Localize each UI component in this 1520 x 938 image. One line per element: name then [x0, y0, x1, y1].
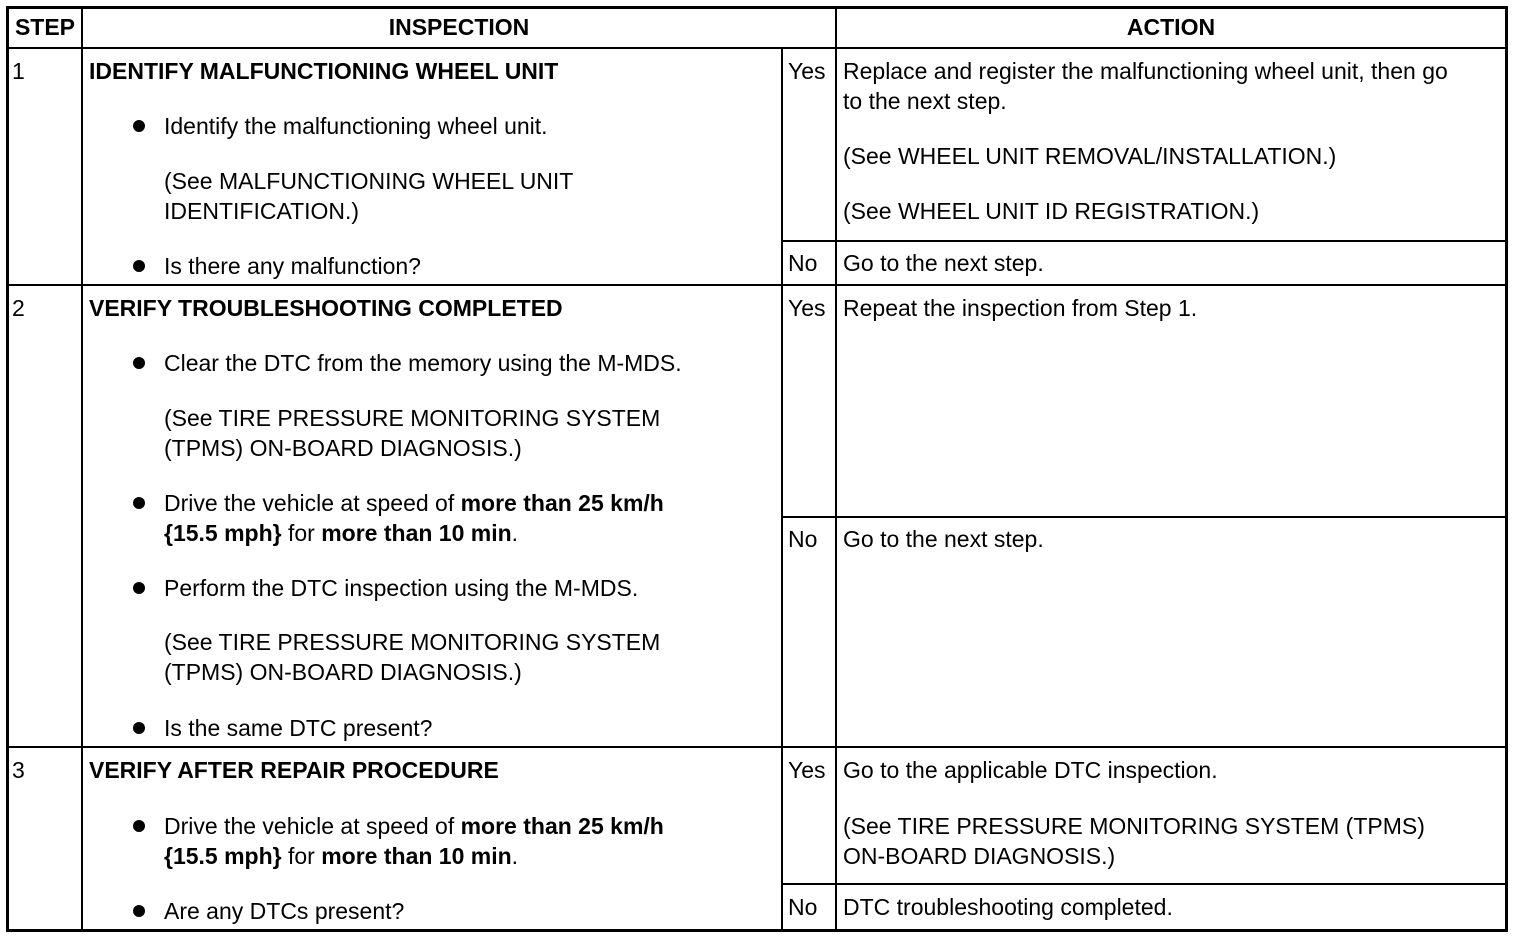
- step-1-yes-label: Yes: [788, 58, 826, 84]
- step-2-bullet-2-line-1: [164, 488, 664, 518]
- step-1-no-label: No: [788, 250, 818, 276]
- step-2-bullet-3: Perform the DTC inspection using the M-MDS.: [164, 575, 639, 601]
- step-1-no-line-1: Go to the next step.: [843, 250, 1044, 276]
- step-2-bullet-2-text-a: Drive the vehicle at speed of: [164, 490, 461, 516]
- step-1-bullet-1-ref-1: (See MALFUNCTIONING WHEEL UNIT: [164, 168, 574, 194]
- step-3-yes-line-1: Go to the applicable DTC inspection.: [843, 757, 1218, 783]
- step-2-bullet-1: Clear the DTC from the memory using the M-MDS.: [164, 350, 682, 376]
- bullet-icon: [133, 905, 145, 917]
- step-3-yes-line-3: ON-BOARD DIAGNOSIS.): [843, 843, 1116, 869]
- step-3-bullet-2: Are any DTCs present?: [164, 898, 405, 924]
- step-2-no-label: No: [788, 526, 818, 552]
- header-divider: [6, 47, 1508, 49]
- step-2-bullet-1-ref-1: (See TIRE PRESSURE MONITORING SYSTEM: [164, 405, 661, 431]
- step-2-bullet-3-ref-2: (TPMS) ON-BOARD DIAGNOSIS.): [164, 659, 522, 685]
- step-1-bullet-2: Is there any malfunction?: [164, 253, 421, 279]
- step-3-no-label: No: [788, 894, 818, 920]
- step-3-number: 3: [12, 757, 25, 783]
- step-1-number: 1: [12, 58, 25, 84]
- bullet-icon: [133, 120, 145, 132]
- header-action: ACTION: [1126, 14, 1216, 40]
- step-3-bullet-1-period: .: [511, 843, 519, 869]
- step-1-yes-line-2: to the next step.: [843, 88, 1007, 114]
- step-2-bullet-2-period: .: [511, 520, 519, 546]
- step-3-no-line-1: DTC troubleshooting completed.: [843, 894, 1173, 920]
- step-2-number: 2: [12, 295, 25, 321]
- header-step: STEP: [14, 14, 76, 40]
- step-1-bullet-1: Identify the malfunctioning wheel unit.: [164, 113, 548, 139]
- step-3-bullet-1-text-a: Drive the vehicle at speed of: [164, 813, 461, 839]
- step-1-bullet-1-ref-2: IDENTIFICATION.): [164, 198, 360, 224]
- step-2-yes-label: Yes: [788, 295, 826, 321]
- step-3-bullet-1-time: more than 10 min: [321, 843, 512, 869]
- bullet-icon: [133, 497, 145, 509]
- bullet-icon: [133, 582, 145, 594]
- step-2-no-line-1: Go to the next step.: [843, 526, 1044, 552]
- step-3-bullet-1-line-2: [164, 841, 518, 871]
- step-3-bullet-1-speed: more than 25 km/h: [460, 813, 664, 839]
- header-inspection: INSPECTION: [388, 14, 530, 40]
- bullet-icon: [133, 357, 145, 369]
- bullet-icon: [133, 820, 145, 832]
- col-divider-answer: [781, 48, 783, 932]
- step-3-bullet-1-line-1: [164, 811, 664, 841]
- step-2-bullet-2-speed: more than 25 km/h: [460, 490, 664, 516]
- step-2-yes-line-1: Repeat the inspection from Step 1.: [843, 295, 1198, 321]
- step2-bottom-divider: [6, 746, 1508, 748]
- step-3-yes-line-2: (See TIRE PRESSURE MONITORING SYSTEM (TPMS): [843, 813, 1425, 839]
- step-2-bullet-3-ref-1: (See TIRE PRESSURE MONITORING SYSTEM: [164, 629, 661, 655]
- step-1-yes-line-4: (See WHEEL UNIT ID REGISTRATION.): [843, 198, 1260, 224]
- col-divider-step: [81, 6, 83, 932]
- step-2-bullet-2-for: for: [281, 520, 322, 546]
- step-2-bullet-2-mph: {15.5 mph}: [164, 520, 282, 546]
- step-2-bullet-1-ref-2: (TPMS) ON-BOARD DIAGNOSIS.): [164, 435, 522, 461]
- step-2-bullet-2-line-2: [164, 518, 518, 548]
- step-1-title: IDENTIFY MALFUNCTIONING WHEEL UNIT: [89, 58, 559, 84]
- step-3-bullet-1-for: for: [281, 843, 322, 869]
- step-1-yes-line-3: (See WHEEL UNIT REMOVAL/INSTALLATION.): [843, 143, 1337, 169]
- step-3-yes-label: Yes: [788, 757, 826, 783]
- bullet-icon: [133, 260, 145, 272]
- step1-bottom-divider: [6, 284, 1508, 286]
- step-3-title: VERIFY AFTER REPAIR PROCEDURE: [89, 757, 499, 783]
- step-2-bullet-2-time: more than 10 min: [321, 520, 512, 546]
- step3-yes-no-divider: [781, 883, 1508, 885]
- step2-yes-no-divider: [781, 516, 1508, 518]
- step-1-yes-line-1: Replace and register the malfunctioning wheel unit, then go: [843, 58, 1448, 84]
- step-2-title: VERIFY TROUBLESHOOTING COMPLETED: [89, 295, 563, 321]
- bullet-icon: [133, 722, 145, 734]
- step-3-bullet-1-mph: {15.5 mph}: [164, 843, 282, 869]
- step1-yes-no-divider: [781, 240, 1508, 242]
- col-divider-action: [835, 6, 837, 932]
- step-2-bullet-4: Is the same DTC present?: [164, 715, 433, 741]
